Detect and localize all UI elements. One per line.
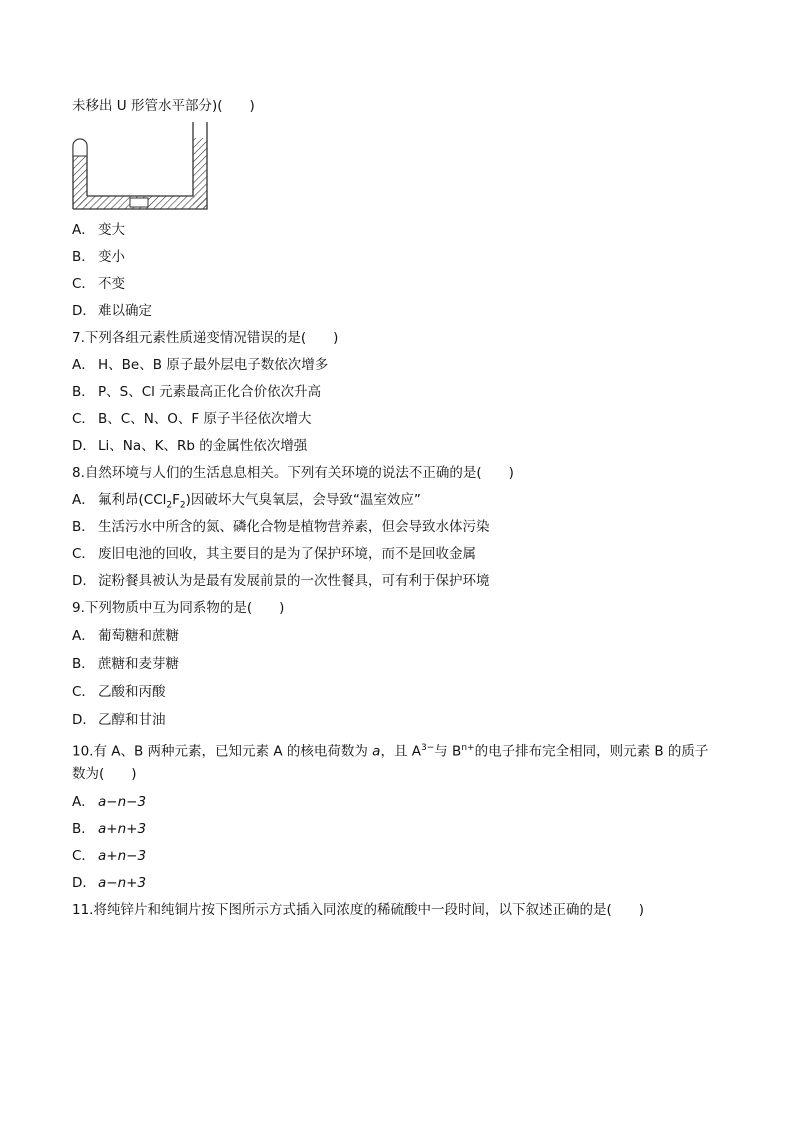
option-letter: A． <box>72 794 95 810</box>
q8-option-c <box>72 545 476 563</box>
option-letter: A． <box>72 222 95 238</box>
q10-option-a <box>72 793 146 811</box>
q7-option-d <box>72 437 307 455</box>
option-letter: D． <box>72 712 96 728</box>
formula-part: F <box>172 492 180 508</box>
q6-stem-tail: 未移出 U 形管水平部分)( ) <box>72 98 255 114</box>
option-letter: A． <box>72 357 95 373</box>
q9-stem: 9.下列物质中互为同系物的是( ) <box>72 600 285 616</box>
q8-option-b <box>72 518 490 536</box>
q6-option-c <box>72 275 125 293</box>
option-letter: D． <box>72 303 96 319</box>
option-letter: C． <box>72 848 95 864</box>
q10-option-d <box>72 874 146 892</box>
option-text: P、S、Cl 元素最高正化合价依次升高 <box>98 384 322 400</box>
q7-option-c <box>72 410 311 428</box>
variable-a: a <box>372 743 381 760</box>
formula-subscript: 2 <box>166 500 173 511</box>
option-text: H、Be、B 原子最外层电子数依次增多 <box>98 357 329 373</box>
u-tube-figure <box>70 122 210 214</box>
option-letter: A． <box>72 628 95 644</box>
option-letter: B． <box>72 656 95 672</box>
q7-stem: 7.下列各组元素性质递变情况错误的是( ) <box>72 330 339 346</box>
q6-option-a <box>72 221 125 239</box>
stem-part: 10.有 A、B 两种元素，已知元素 A 的核电荷数为 <box>72 743 373 760</box>
stem-part: 的电子排布完全相同，则元素 B 的质子 <box>474 743 709 760</box>
q6-option-b <box>72 248 125 266</box>
stem-part: 与 B <box>434 743 462 760</box>
q6-option-d <box>72 302 152 320</box>
option-text: 不变 <box>98 276 125 292</box>
q10-option-b <box>72 820 146 838</box>
q9-option-a <box>72 627 179 645</box>
q9-option-c <box>72 683 166 701</box>
charge-superscript: n+ <box>461 743 475 753</box>
q11-stem: 11.将纯锌片和纯铜片按下图所示方式插入同浓度的稀硫酸中一段时间，以下叙述正确的是( ) <box>72 902 645 918</box>
option-letter: D． <box>72 573 96 589</box>
formula-subscript: 2 <box>179 500 186 511</box>
option-letter: B． <box>72 249 95 265</box>
option-letter: D． <box>72 875 96 891</box>
option-text: 蔗糖和麦芽糖 <box>98 656 179 672</box>
option-text <box>98 492 421 511</box>
q10-stem <box>72 739 708 761</box>
option-letter: C． <box>72 546 95 562</box>
option-text: 难以确定 <box>98 303 152 319</box>
q10-option-c <box>72 847 146 865</box>
charge-superscript: 3− <box>420 743 435 753</box>
option-text: a+n+3 <box>98 821 147 837</box>
option-letter: B． <box>72 384 95 400</box>
q7-option-b <box>72 383 321 401</box>
option-letter: C． <box>72 411 95 427</box>
option-text: 变大 <box>98 222 125 238</box>
q8-option-a <box>72 491 421 515</box>
q9-option-d <box>72 711 166 729</box>
option-text: 淀粉餐具被认为是最有发展前景的一次性餐具，可有利于保护环境 <box>98 573 490 589</box>
q8-option-d <box>72 572 490 590</box>
option-text: 葡萄糖和蔗糖 <box>98 628 179 644</box>
q7-option-a <box>72 356 328 374</box>
option-letter: D． <box>72 438 96 454</box>
q9-option-b <box>72 655 179 673</box>
stem-part: ，且 A <box>380 743 421 760</box>
q8-stem: 8.自然环境与人们的生活息息相关。下列有关环境的说法不正确的是( ) <box>72 465 514 481</box>
option-text: a−n+3 <box>98 875 147 891</box>
option-text: a−n−3 <box>98 794 147 810</box>
q10-stem-line2: 数为( ) <box>72 766 137 782</box>
option-text: 废旧电池的回收，其主要目的是为了保护环境，而不是回收金属 <box>98 546 476 562</box>
option-letter: C． <box>72 276 95 292</box>
option-letter: B． <box>72 519 95 535</box>
option-text: 生活污水中所含的氮、磷化合物是植物营养素，但会导致水体污染 <box>98 519 490 535</box>
option-text: 乙酸和丙酸 <box>98 684 166 700</box>
option-letter: C． <box>72 684 95 700</box>
option-letter: A． <box>72 492 95 508</box>
formula-part: 氟利昂(CCl <box>98 492 167 508</box>
option-text: 变小 <box>98 249 125 265</box>
option-letter: B． <box>72 821 95 837</box>
option-text: 乙醇和甘油 <box>98 712 166 728</box>
option-text: B、C、N、O、F 原子半径依次增大 <box>98 411 312 427</box>
formula-part: )因破坏大气臭氧层，会导致“温室效应” <box>185 492 421 508</box>
option-text: Li、Na、K、Rb 的金属性依次增强 <box>98 438 308 454</box>
option-text: a+n−3 <box>98 848 147 864</box>
